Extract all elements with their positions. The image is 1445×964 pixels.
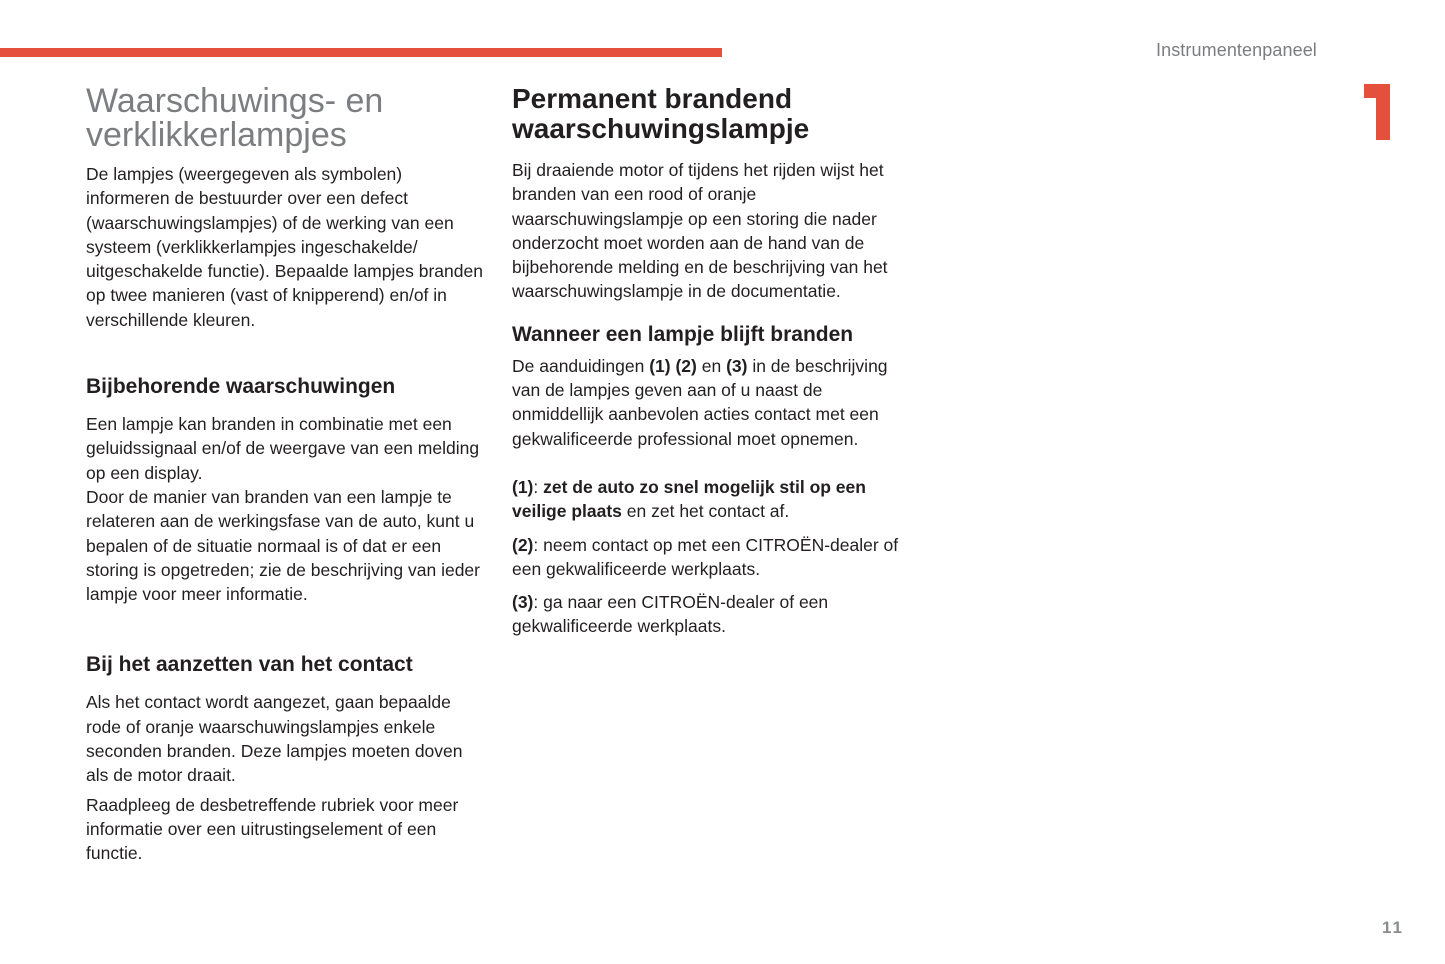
section-paragraph: Een lampje kan branden in combinatie met een geluidssignaal en/of de weergave van een melding op een display.: [86, 414, 480, 483]
section-paragraph: Door de manier van branden van een lampje te relateren aan de werkingsfase van de auto, kunt u bepalen of de situatie normaal is of dat er een storing is opgetreden; zie de beschrijving van ieder lampje voor meer informatie.: [86, 486, 480, 605]
section-paragraph: Raadpleeg de desbetreffende rubriek voor meer informatie over een uitrustingselement of een functie.: [86, 794, 459, 864]
action-text: en zet het contact af.: [621, 501, 790, 522]
action-marker: (3): [512, 592, 534, 613]
action-marker: (2): [512, 534, 534, 555]
running-head: Instrumentenpaneel: [1156, 40, 1317, 60]
intro-paragraph: De lampjes (weergegeven als symbolen) informeren de bestuurder over een defect (waarschuwingslampjes) of de werking van een systeem (verklikkerlampjes ingeschakelde/ uitgeschakelde functie). Bepaalde lampjes branden op twee manieren (vast of knipperend) en/of in verschillende kleuren.: [86, 164, 483, 330]
section-title-permanent: [512, 84, 912, 144]
left-column: [86, 84, 486, 866]
page-number: 11: [1382, 918, 1404, 937]
section-title-line2: waarschuwingslampje: [512, 113, 810, 144]
intro-paragraph: Bij draaiende motor of tijdens het rijden wijst het branden van een rood of oranje waarschuwingslampje op een storing die nader onderzocht moet worden aan de hand van de bijbehorende melding en de beschrijving van het waarschuwingslampje in de documentatie.: [512, 160, 888, 302]
text-run: en: [696, 355, 727, 376]
action-text: ga naar een CITROËN-dealer of een gekwalificeerde werkplaats.: [512, 592, 829, 637]
chapter-number-glyph-stem: [1376, 84, 1390, 140]
header-accent-bar: [0, 48, 722, 57]
action-item-3: (3): ga naar een CITROËN-dealer of een gekwalificeerde werkplaats.: [512, 592, 829, 637]
section-heading-wanneer: Wanneer een lampje blijft branden: [512, 322, 854, 346]
action-bold-text: zet de auto zo snel mogelijk stil op een veilige plaats: [512, 476, 866, 522]
page-title-line1: Waarschuwings- en: [86, 82, 384, 120]
marker-2: (2): [675, 355, 697, 376]
right-column: [512, 84, 912, 639]
text-run: De aanduidingen: [512, 355, 650, 376]
marker-3: (3): [726, 355, 748, 376]
section-heading-aanzetten: Bij het aanzetten van het contact: [86, 653, 413, 677]
action-item-2: (2): neem contact op met een CITROËN-dealer of een gekwalificeerde werkplaats.: [512, 534, 899, 579]
page-title: [86, 84, 486, 152]
section-paragraph: Als het contact wordt aangezet, gaan bepaalde rode of oranje waarschuwingslampjes enkele seconden branden. Deze lampjes moeten doven als de motor draait.: [86, 692, 463, 786]
chapter-number-badge: [1364, 84, 1396, 140]
section-heading-bijbehorende: Bijbehorende waarschuwingen: [86, 375, 396, 399]
action-item-1: (1): zet de auto zo snel mogelijk stil op een veilige plaats en zet het contact af.: [512, 476, 866, 522]
section-title-line1: Permanent brandend: [512, 83, 793, 114]
action-marker: (1): [512, 476, 534, 497]
text-run: in de beschrijving van de lampjes geven aan of u naast de onmiddellijk aanbevolen acties contact met een gekwalificeerde professional moet opnemen.: [512, 355, 888, 449]
action-text: neem contact op met een CITROËN-dealer of een gekwalificeerde werkplaats.: [512, 534, 899, 579]
legend-explanation: [512, 354, 912, 451]
page-title-line2: verklikkerlampjes: [86, 116, 347, 154]
marker-1: (1): [649, 355, 671, 376]
